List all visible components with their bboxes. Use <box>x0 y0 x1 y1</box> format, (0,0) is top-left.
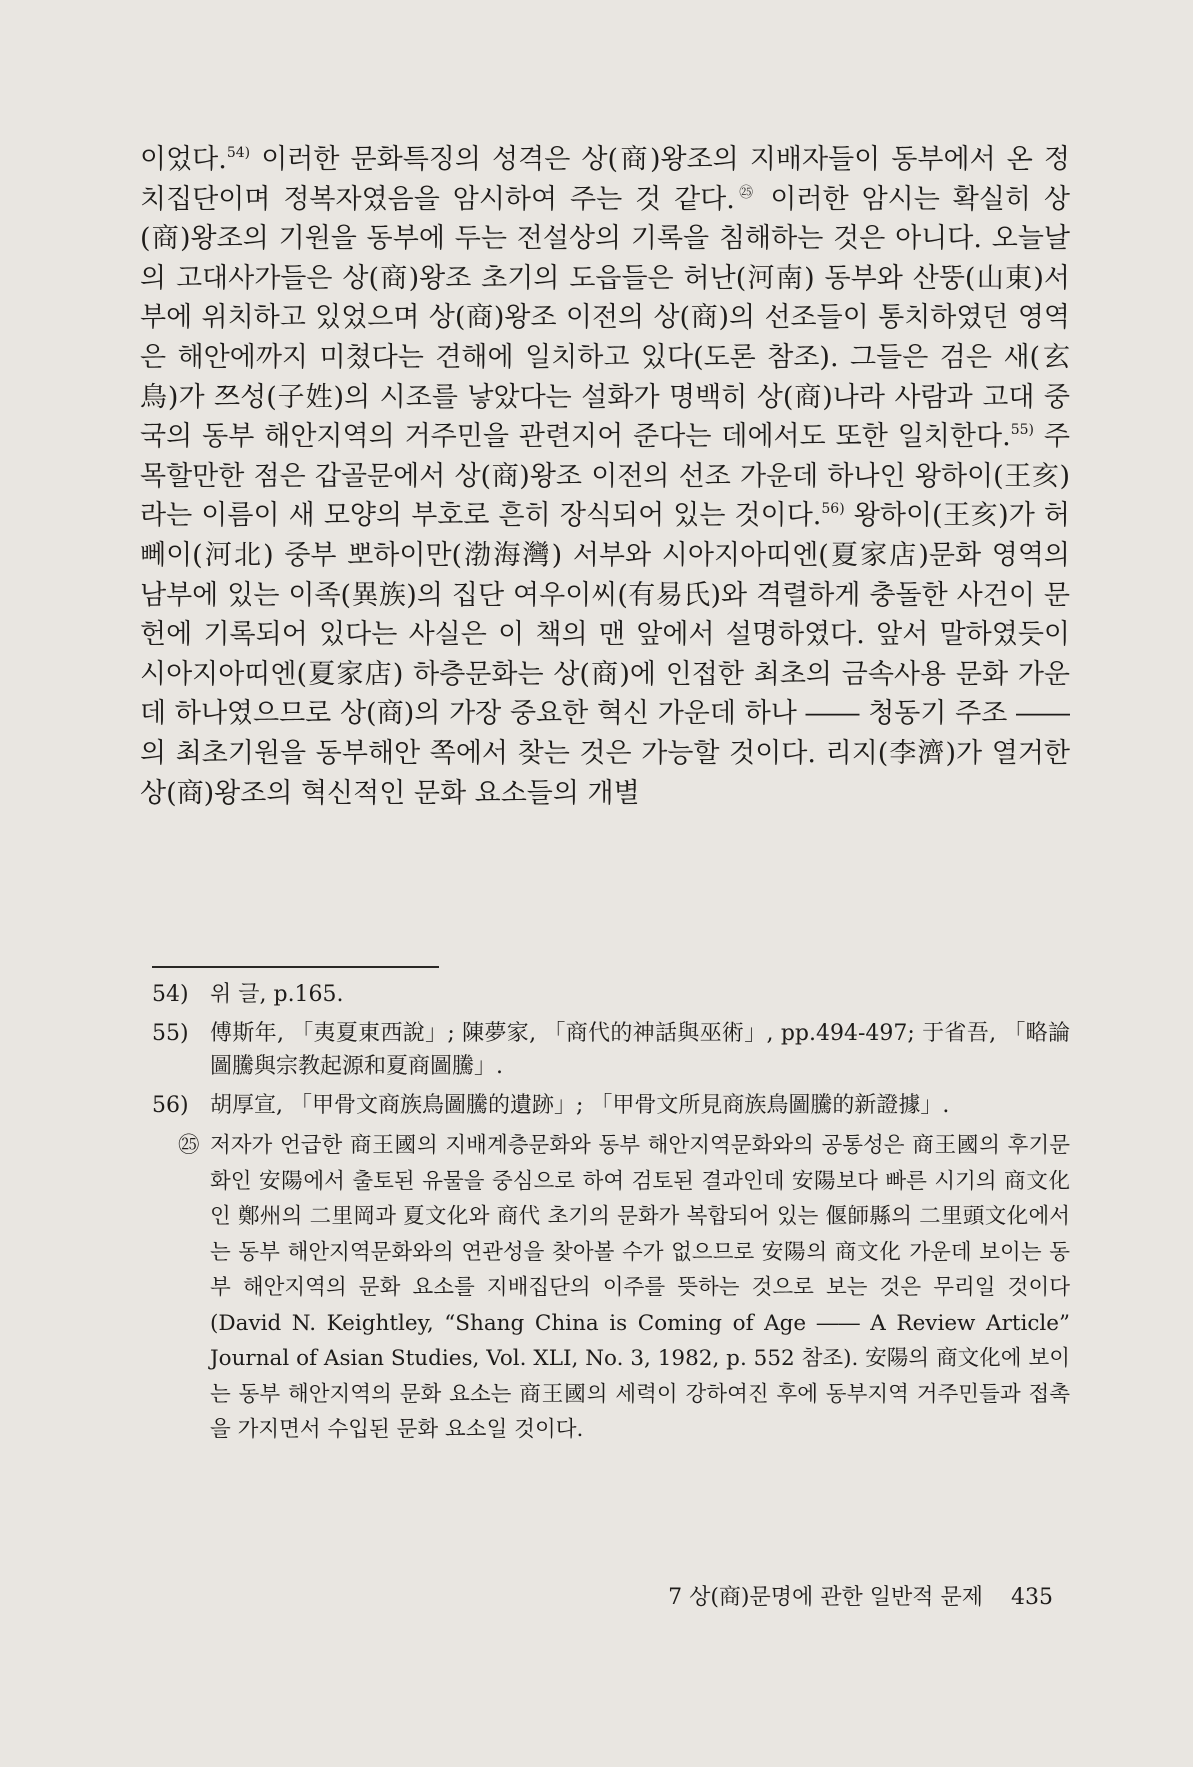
translator-note-text: 저자가 언급한 商王國의 지배계층문화와 동부 해안지역문화와의 공통성은 商王國의 후기문화인 安陽에서 출토된 유물을 중심으로 하여 검토된 결과인데 安陽보다 빠른 시기의 商文化인 鄭州의 二里岡과 夏文化와 商代 초기의 문화가 복합되어 있는 偃師縣의 二里頭文化에서는 동부 해안지역문화와의 연관성을 찾아볼 수가 없으므로 安陽의 商文化 가운데 보이는 동부 해안지역의 문화 요소를 지배집단의 이주를 뜻하는 것으로 보는 것은 무리일 것이다(David N. Keightley, “Shang China is Coming of Age ―― A Review Article” Journal of Asian Studies, Vol. XLI, No. 3, 1982, p. 552 참조). 安陽의 商文化에 보이는 동부 해안지역의 문화 요소는 商王國의 세력이 강하여진 후에 동부지역 거주민들과 접촉을 가지면서 수입된 문화 요소일 것이다. <box>210 1133 1070 1442</box>
footnote-54 <box>152 978 1070 1011</box>
translator-note-ref-25: ㉕ <box>734 184 758 201</box>
footnote-55 <box>152 1017 1070 1083</box>
body-text-part4: 주목할만한 점은 갑골문에서 상(商)왕조 이전의 선조 가운데 하나인 왕하이(王亥)라는 이름이 새 모양의 부호로 흔히 장식되어 있는 것이다. <box>140 421 1071 532</box>
footnote-divider <box>152 966 439 968</box>
body-text-part1: 이었다. <box>140 144 227 175</box>
footnote-number: 54) <box>152 982 189 1007</box>
footnote-ref-56: 56) <box>821 501 845 518</box>
footnote-text: 胡厚宣, 「甲骨文商族鳥圖騰的遺跡」; 「甲骨文所見商族鳥圖騰的新證據」. <box>210 1093 950 1118</box>
footnote-56 <box>152 1089 1070 1122</box>
chapter-title: 7 상(商)문명에 관한 일반적 문제 <box>668 1585 984 1610</box>
running-footer <box>668 1580 1053 1611</box>
body-text-part3: 이러한 암시는 확실히 상(商)왕조의 기원을 동부에 두는 전설상의 기록을 침해하는 것은 아니다. 오늘날의 고대사가들은 상(商)왕조 초기의 도읍들은 허난(河南) 동부와 산뚱(山東)서부에 위치하고 있었으며 상(商)왕조 이전의 상(商)의 선조들이 통치하였던 영역은 해안에까지 미쳤다는 견해에 일치하고 있다(도론 참조). 그들은 검은 새(玄鳥)가 쯔성(子姓)의 시조를 낳았다는 설화가 명백히 상(商)나라 사람과 고대 중국의 동부 해안지역의 거주민을 관련지어 준다는 데에서도 또한 일치한다. <box>140 183 1071 453</box>
footnotes-section <box>152 978 1070 1454</box>
footnote-ref-55: 55) <box>1010 422 1034 439</box>
translator-note-number: ㉕ <box>178 1133 200 1158</box>
body-text-part5: 왕하이(王亥)가 허뻬이(河北) 중부 뽀하이만(渤海灣) 서부와 시아지아띠엔(夏家店)문화 영역의 남부에 있는 이족(異族)의 집단 여우이씨(有易氏)와 격렬하게 충돌한 사건이 문헌에 기록되어 있다는 사실은 이 책의 맨 앞에서 설명하였다. 앞서 말하였듯이 시아지아띠엔(夏家店) 하층문화는 상(商)에 인접한 최초의 금속사용 문화 가운데 하나였으므로 상(商)의 가장 중요한 혁신 가운데 하나 ―― 청동기 주조 ―― 의 최초기원을 동부해안 쪽에서 찾는 것은 가능할 것이다. 리지(李濟)가 열거한 상(商)왕조의 혁신적인 문화 요소들의 개별 <box>140 500 1070 809</box>
footnote-number: 55) <box>152 1021 189 1046</box>
footnote-number: 56) <box>152 1093 189 1118</box>
footnote-text: 傅斯年, 「夷夏東西說」; 陳夢家, 「商代的神話與巫術」, pp.494-497; 于省吾, 「略論圖騰與宗教起源和夏商圖騰」. <box>210 1021 1070 1079</box>
footnote-text: 위 글, p.165. <box>210 982 344 1007</box>
body-paragraph <box>140 140 1070 813</box>
page-number: 435 <box>1011 1585 1053 1610</box>
footnote-ref-54: 54) <box>226 145 251 161</box>
body-text-part2: 이러한 문화특징의 성격은 상(商)왕조의 지배자들이 동부에서 온 정치집단이며 정복자였음을 암시하여 주는 것 같다. <box>140 144 1070 215</box>
translator-note-25 <box>152 1128 1070 1448</box>
